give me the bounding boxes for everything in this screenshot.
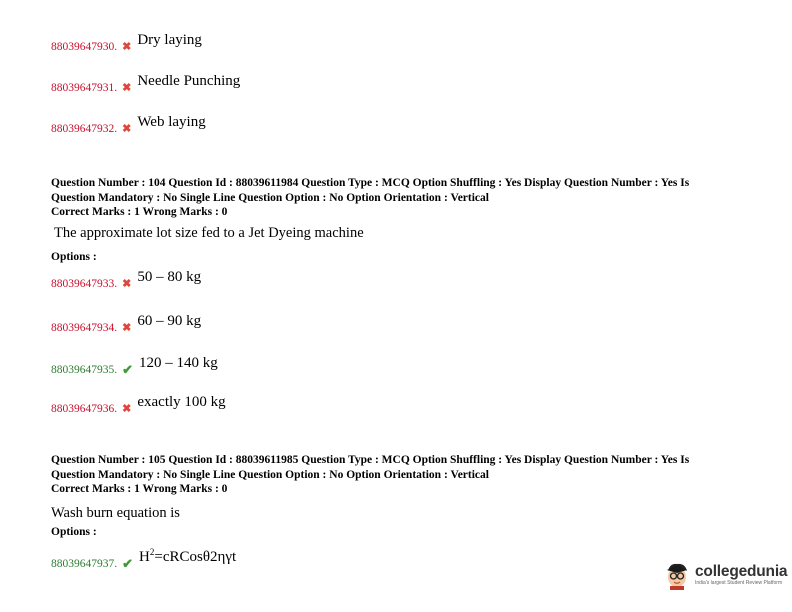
option-id: 88039647933. [51, 278, 118, 290]
wrong-mark-icon: ✖ [122, 123, 132, 135]
logo-name: collegedunia [695, 563, 788, 580]
option-id: 88039647934. [51, 322, 118, 334]
option-text: Web laying [137, 114, 206, 130]
option-text: exactly 100 kg [137, 394, 226, 410]
option-text: 120 – 140 kg [139, 355, 218, 371]
option-text: 50 – 80 kg [137, 269, 202, 285]
meta-line: Question Mandatory : No Single Line Question Option : No Option Orientation : Vertical [51, 191, 489, 204]
wrong-mark-icon: ✖ [122, 278, 132, 290]
option-id: 88039647936. [51, 403, 118, 415]
option-id: 88039647932. [51, 123, 118, 135]
question-stem-104: The approximate lot size fed to a Jet Dyeing machine [54, 225, 364, 241]
marks-line: Correct Marks : 1 Wrong Marks : 0 [51, 483, 228, 495]
option-id: 88039647937. [51, 558, 118, 570]
collegedunia-logo [662, 560, 787, 590]
formula-superscript: 2 [149, 547, 155, 557]
option-row [51, 313, 202, 335]
option-row [51, 114, 206, 136]
formula-base: H [139, 549, 150, 565]
option-row [51, 32, 202, 54]
logo-tagline: India's largest Student Review Platform [695, 580, 783, 586]
option-text: Dry laying [137, 32, 202, 48]
meta-line: Question Mandatory : No Single Line Question Option : No Option Orientation : Vertical [51, 468, 489, 481]
formula-rest: =cRCosθ2ηγt [154, 549, 237, 565]
options-label: Options : [51, 526, 97, 538]
question-meta-105 [51, 453, 741, 497]
meta-line: Question Number : 105 Question Id : 88039611985 Question Type : MCQ Option Shuffling : Yes Display Question Number : Yes Is [51, 454, 690, 466]
question-stem-105: Wash burn equation is [51, 505, 180, 521]
mascot-icon [662, 560, 692, 590]
marks-line: Correct Marks : 1 Wrong Marks : 0 [51, 206, 228, 218]
option-text: 60 – 90 kg [137, 313, 202, 329]
option-text: Needle Punching [137, 73, 241, 89]
option-id: 88039647930. [51, 41, 118, 53]
wrong-mark-icon: ✖ [122, 403, 132, 415]
option-id: 88039647931. [51, 82, 118, 94]
option-row [51, 73, 241, 95]
option-row [51, 269, 202, 291]
option-text [139, 544, 236, 565]
option-id: 88039647935. [51, 364, 118, 376]
option-row [51, 547, 237, 571]
check-mark-icon: ✔ [122, 362, 134, 377]
option-row [51, 355, 218, 377]
wrong-mark-icon: ✖ [122, 82, 132, 94]
meta-line: Question Number : 104 Question Id : 88039611984 Question Type : MCQ Option Shuffling : Yes Display Question Number : Yes Is [51, 177, 690, 189]
question-meta-104 [51, 176, 741, 220]
wrong-mark-icon: ✖ [122, 322, 132, 334]
logo-text [695, 563, 787, 587]
options-label: Options : [51, 251, 97, 263]
option-row [51, 394, 226, 416]
check-mark-icon: ✔ [122, 556, 134, 571]
wrong-mark-icon: ✖ [122, 41, 132, 53]
